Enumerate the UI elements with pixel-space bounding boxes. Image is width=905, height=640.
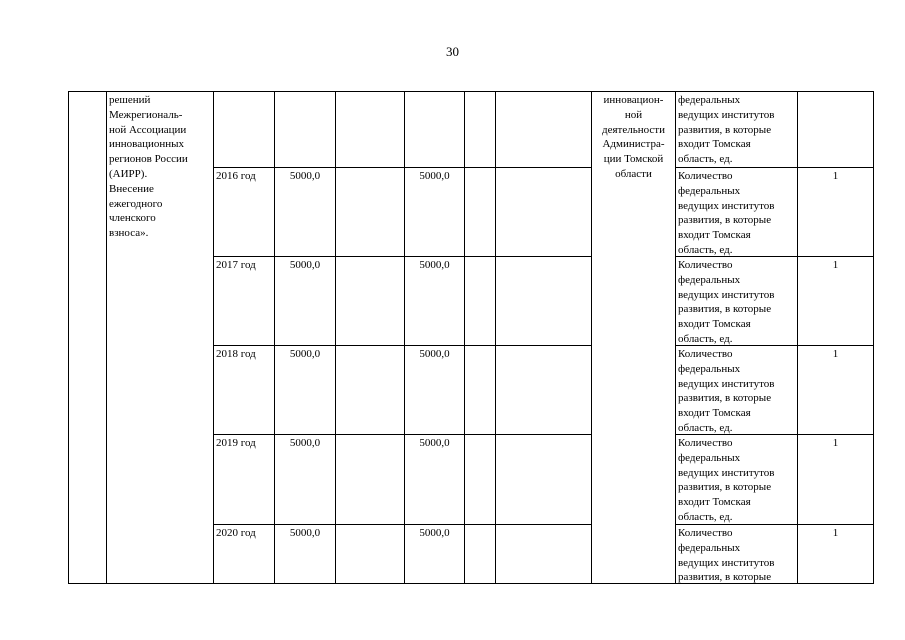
executor-cell: инновацион- ной деятельности Администра- ции Томской области (602, 94, 665, 180)
regional-funding-cell: 5000,0 (419, 170, 450, 182)
year-cell: 2019 год (216, 437, 256, 449)
indicator-value-cell: 1 (832, 527, 839, 539)
measure-description-cell: решений Межрегиональ- ной Ассоциации инновационных регионов России (АИРР). Внесение ежегодного членского взноса». (109, 94, 188, 240)
regional-funding-cell: 5000,0 (419, 348, 450, 360)
indicator-value-cell: 1 (832, 437, 839, 449)
total-funding-cell: 5000,0 (289, 170, 321, 182)
indicator-value-cell: 1 (832, 170, 839, 182)
indicator-cell: Количество федеральных ведущих институтов развития, в которые входит Томская область, ед. (678, 170, 775, 256)
indicator-cell: Количество федеральных ведущих институтов развития, в которые входит Томская область, ед. (678, 259, 775, 345)
year-cell: 2016 год (216, 170, 256, 182)
indicator-value-cell: 1 (832, 348, 839, 360)
total-funding-cell: 5000,0 (289, 437, 321, 449)
indicator-cell: Количество федеральных ведущих институтов развития, в которые (678, 527, 775, 583)
total-funding-cell: 5000,0 (289, 527, 321, 539)
indicator-cell: Количество федеральных ведущих институтов развития, в которые входит Томская область, ед. (678, 437, 775, 523)
year-cell: 2020 год (216, 527, 256, 539)
total-funding-cell: 5000,0 (289, 348, 321, 360)
regional-funding-cell: 5000,0 (419, 437, 450, 449)
indicator-value-cell: 1 (832, 259, 839, 271)
regional-funding-cell: 5000,0 (419, 259, 450, 271)
total-funding-cell: 5000,0 (289, 259, 321, 271)
year-cell: 2018 год (216, 348, 256, 360)
year-cell: 2017 год (216, 259, 256, 271)
indicator-cell: Количество федеральных ведущих институтов развития, в которые входит Томская область, ед. (678, 348, 775, 434)
page-number: 30 (446, 44, 459, 59)
indicator-continuation-cell: федеральных ведущих институтов развития, в которые входит Томская область, ед. (678, 94, 775, 166)
regional-funding-cell: 5000,0 (419, 527, 450, 539)
